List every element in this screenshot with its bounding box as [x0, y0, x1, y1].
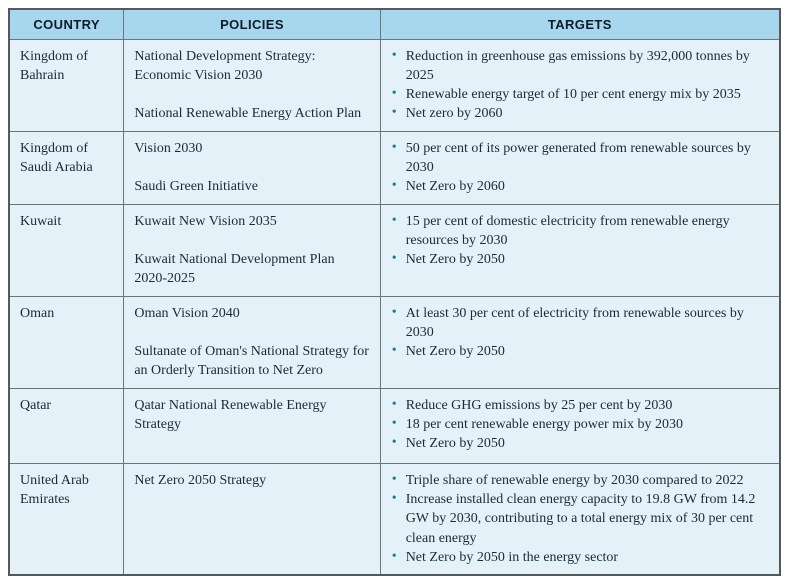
policy-item: National Renewable Energy Action Plan — [134, 106, 362, 122]
policies-cell — [124, 388, 380, 463]
targets-list — [391, 47, 770, 124]
target-item — [391, 104, 770, 123]
target-item — [391, 490, 770, 548]
target-text: Net Zero by 2050 — [405, 344, 505, 360]
policy-item: Kuwait National Development Plan 2020-2025 — [134, 252, 335, 287]
bullet-icon: • — [391, 435, 397, 451]
policy-item: Saudi Green Initiative — [134, 179, 258, 195]
target-item — [391, 212, 770, 251]
bullet-icon: • — [391, 304, 397, 320]
target-item — [391, 415, 770, 434]
policy-table-container — [8, 8, 781, 576]
table-row — [9, 39, 780, 131]
country-cell: Oman — [9, 296, 124, 388]
target-text: Net Zero by 2050 — [405, 252, 505, 268]
policy-item: Net Zero 2050 Strategy — [134, 472, 267, 488]
header-row — [9, 9, 780, 39]
target-item — [391, 304, 770, 343]
policy-item: Qatar National Renewable Energy Strategy — [134, 397, 327, 432]
policy-item: Kuwait New Vision 2035 — [134, 213, 277, 229]
policy-item: National Development Strategy: Economic Vision 2030 — [134, 48, 316, 83]
targets-list — [391, 212, 770, 270]
targets-list — [391, 304, 770, 362]
col-header-country: COUNTRY — [9, 9, 124, 39]
targets-cell — [380, 204, 780, 296]
target-text: Net Zero by 2050 in the energy sector — [405, 549, 619, 565]
policies-cell — [124, 463, 380, 575]
target-text: Net zero by 2060 — [405, 106, 503, 122]
target-text: Reduction in greenhouse gas emissions by 392,000 tonnes by 2025 — [405, 48, 750, 83]
target-text: Net Zero by 2060 — [405, 179, 505, 195]
bullet-icon: • — [391, 139, 397, 155]
policy-item: Oman Vision 2040 — [134, 305, 240, 321]
bullet-icon: • — [391, 251, 397, 267]
col-header-targets: TARGETS — [380, 9, 780, 39]
bullet-icon: • — [391, 490, 397, 506]
policies-cell — [124, 131, 380, 204]
bullet-icon: • — [391, 47, 397, 63]
targets-list — [391, 139, 770, 197]
target-item — [391, 471, 770, 490]
table-row — [9, 388, 780, 463]
target-item — [391, 177, 770, 196]
country-cell: Kingdom of Saudi Arabia — [9, 131, 124, 204]
bullet-icon: • — [391, 178, 397, 194]
targets-cell — [380, 131, 780, 204]
target-text: Net Zero by 2050 — [405, 436, 505, 452]
policies-cell — [124, 39, 380, 131]
target-item — [391, 47, 770, 86]
target-text: Increase installed clean energy capacity to 19.8 GW from 14.2 GW by 2030, contributing to a total energy mix of 30 per cent clean energy — [405, 491, 756, 546]
targets-cell — [380, 463, 780, 575]
bullet-icon: • — [391, 396, 397, 412]
bullet-icon: • — [391, 105, 397, 121]
table-row — [9, 131, 780, 204]
target-item — [391, 139, 770, 178]
country-cell: Qatar — [9, 388, 124, 463]
bullet-icon: • — [391, 471, 397, 487]
target-item — [391, 85, 770, 104]
country-cell: Kingdom of Bahrain — [9, 39, 124, 131]
country-cell: United Arab Emirates — [9, 463, 124, 575]
policies-cell — [124, 296, 380, 388]
bullet-icon: • — [391, 86, 397, 102]
policy-table — [8, 8, 781, 576]
table-row — [9, 296, 780, 388]
target-text: Reduce GHG emissions by 25 per cent by 2030 — [405, 397, 673, 413]
bullet-icon: • — [391, 415, 397, 431]
table-row — [9, 204, 780, 296]
policy-item: Sultanate of Oman's National Strategy for an Orderly Transition to Net Zero — [134, 343, 369, 379]
target-text: 50 per cent of its power generated from renewable sources by 2030 — [405, 140, 751, 176]
col-header-policies: POLICIES — [124, 9, 380, 39]
bullet-icon: • — [391, 343, 397, 359]
policy-item: Vision 2030 — [134, 140, 203, 156]
target-item — [391, 250, 770, 269]
targets-cell — [380, 388, 780, 463]
targets-cell — [380, 296, 780, 388]
bullet-icon: • — [391, 212, 397, 228]
bullet-icon: • — [391, 548, 397, 564]
target-item — [391, 396, 770, 415]
policies-cell — [124, 204, 380, 296]
targets-list — [391, 396, 770, 454]
target-text: 15 per cent of domestic electricity from renewable energy resources by 2030 — [405, 213, 730, 248]
target-item — [391, 434, 770, 453]
target-text: 18 per cent renewable energy power mix by 2030 — [405, 416, 684, 432]
table-row — [9, 463, 780, 575]
target-item — [391, 342, 770, 361]
target-item — [391, 548, 770, 567]
target-text: At least 30 per cent of electricity from renewable sources by 2030 — [405, 305, 744, 340]
target-text: Triple share of renewable energy by 2030 compared to 2022 — [405, 472, 744, 488]
country-cell: Kuwait — [9, 204, 124, 296]
targets-cell — [380, 39, 780, 131]
target-text: Renewable energy target of 10 per cent energy mix by 2035 — [405, 87, 741, 103]
